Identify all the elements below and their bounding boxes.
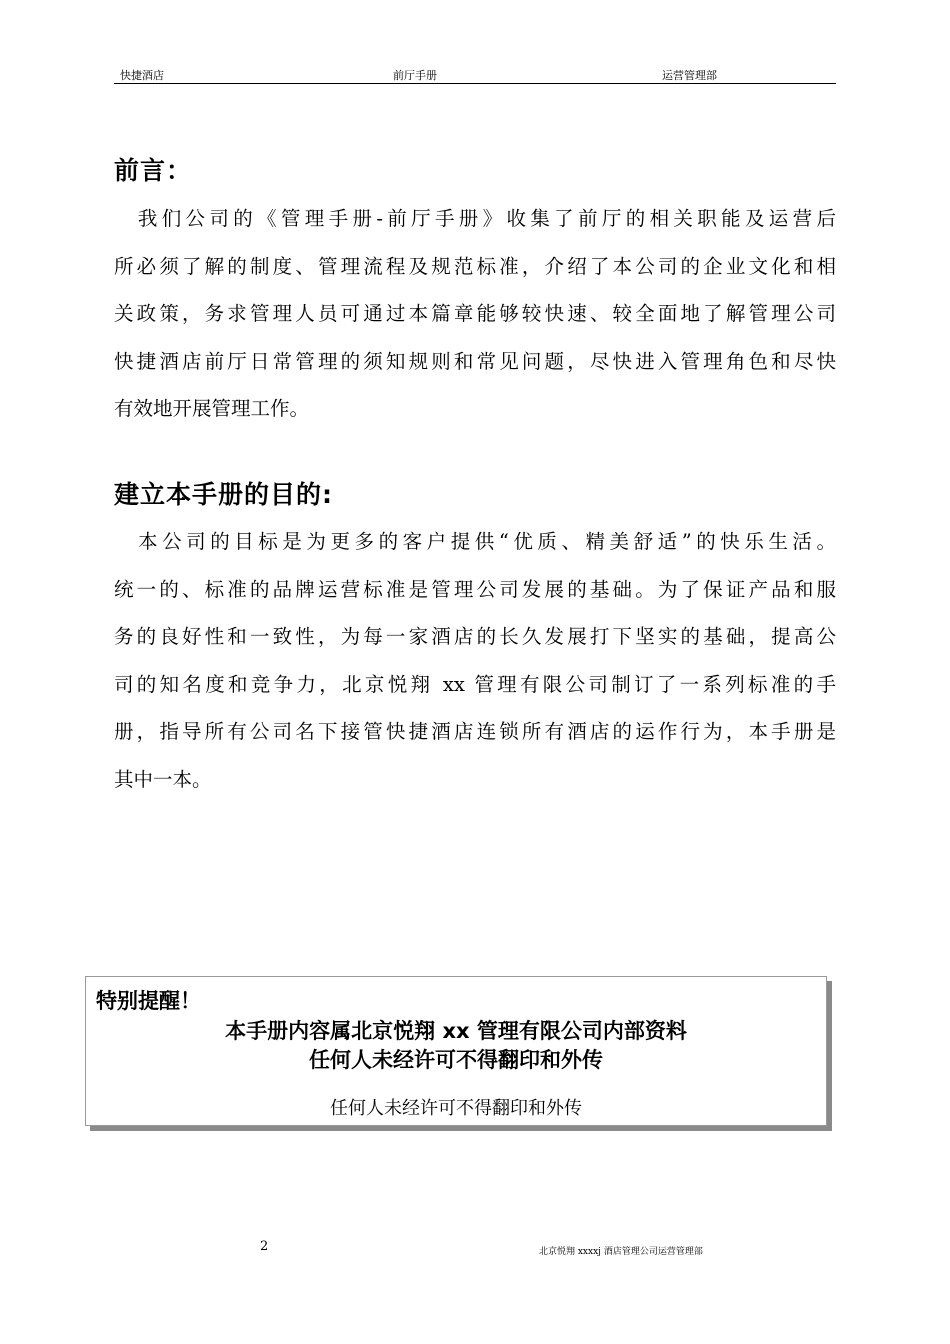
page-number: 2 bbox=[260, 1239, 269, 1254]
paragraph-line: 本公司的目标是为更多的客户提供“优质、精美舒适”的快乐生活。 bbox=[114, 530, 836, 553]
notice-subline: 任何人未经许可不得翻印和外传 bbox=[330, 1098, 582, 1119]
page-header bbox=[114, 66, 836, 84]
header-right-text: 运营管理部 bbox=[662, 69, 717, 82]
paragraph-line: 司的知名度和竞争力，北京悦翔 xx 管理有限公司制订了一系列标准的手 bbox=[114, 672, 836, 696]
paragraph-line: 统一的、标准的品牌运营标准是管理公司发展的基础。为了保证产品和服 bbox=[114, 577, 836, 601]
paragraph-line: 我们公司的《管理手册-前厅手册》收集了前厅的相关职能及运营后 bbox=[114, 207, 836, 230]
purpose-paragraph bbox=[114, 518, 836, 803]
paragraph-line: 务的良好性和一致性，为每一家酒店的长久发展打下坚实的基础，提高公 bbox=[114, 625, 836, 648]
header-left-text: 快捷酒店 bbox=[120, 69, 164, 82]
notice-line-1: 本手册内容属北京悦翔 xx 管理有限公司内部资料 bbox=[225, 1019, 687, 1043]
paragraph-line: 所必须了解的制度、管理流程及规范标准，介绍了本公司的企业文化和相 bbox=[114, 254, 836, 278]
paragraph-line: 关政策，务求管理人员可通过本篇章能够较快速、较全面地了解管理公司 bbox=[114, 302, 836, 325]
special-notice-box bbox=[85, 976, 827, 1126]
paragraph-line: 有效地开展管理工作。 bbox=[114, 397, 310, 420]
header-center-text: 前厅手册 bbox=[393, 69, 437, 82]
purpose-heading: 建立本手册的目的: bbox=[114, 480, 333, 509]
preface-heading: 前言： bbox=[114, 156, 193, 185]
paragraph-line: 其中一本。 bbox=[114, 767, 212, 791]
paragraph-line: 册，指导所有公司名下接管快捷酒店连锁所有酒店的运作行为，本手册是 bbox=[114, 720, 836, 743]
paragraph-line: 快捷酒店前厅日常管理的须知规则和常见问题，尽快进入管理角色和尽快 bbox=[114, 349, 836, 373]
notice-title: 特别提醒！ bbox=[96, 989, 201, 1013]
footer-right-text: 北京悦翔 xxxxj 酒店管理公司运营管理部 bbox=[539, 1247, 703, 1257]
notice-line-2: 任何人未经许可不得翻印和外传 bbox=[309, 1048, 603, 1072]
preface-paragraph bbox=[114, 195, 836, 433]
